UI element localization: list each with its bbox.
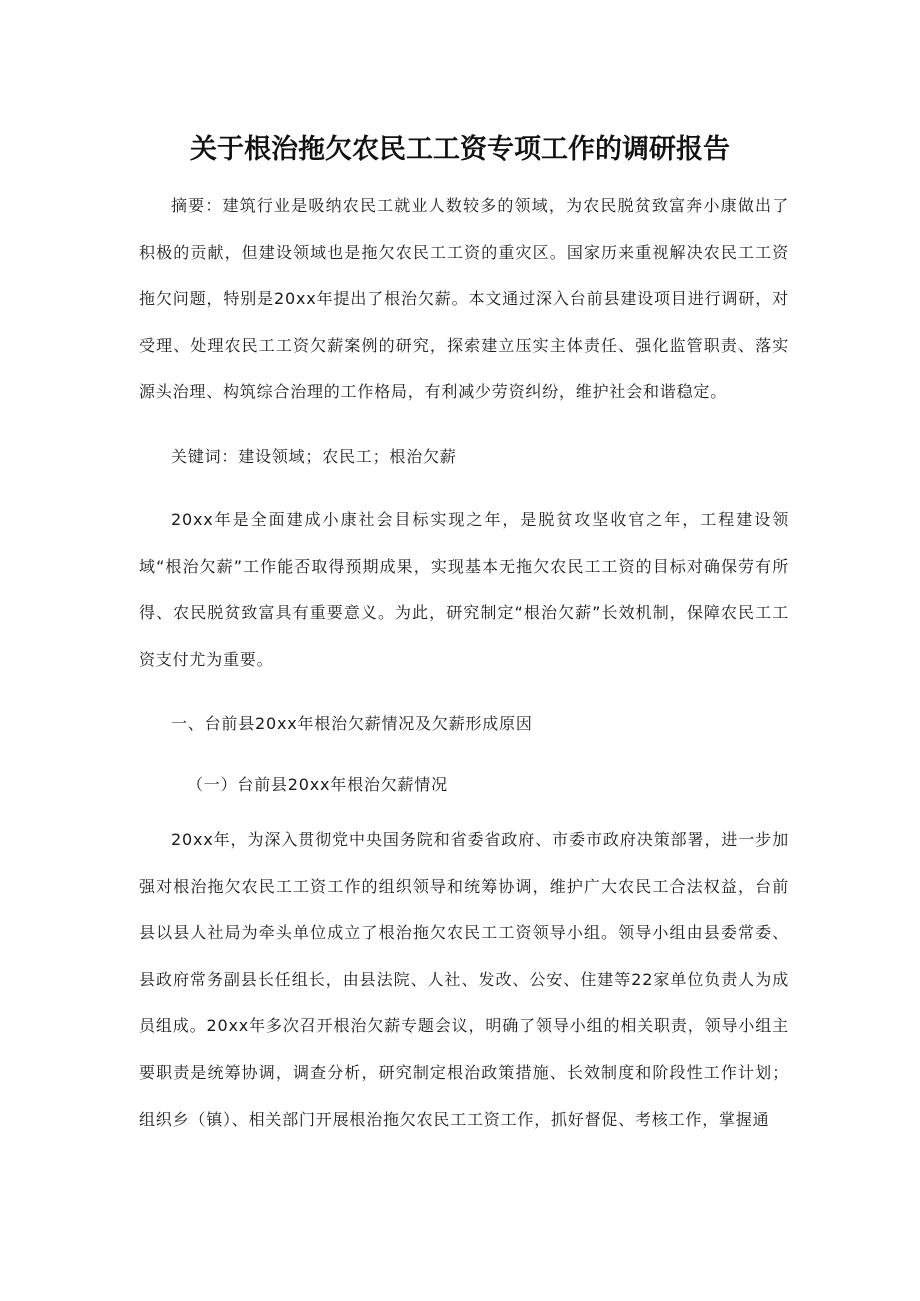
subsection-heading: （一）台前县20xx年根治欠薪情况 (187, 775, 448, 794)
keywords-paragraph: 关键词：建设领域；农民工；根治欠薪 (171, 447, 457, 466)
intro-paragraph: 20xx年是全面建成小康社会目标实现之年，是脱贫攻坚收官之年，工程建设领域“根治欠薪”工作能否取得预期成果，实现基本无拖欠农民工工资的目标对确保劳有所得、农民脱贫致富具有重要意义。为此，研究制定“根治欠薪”长效机制，保障农民工工资支付尤为重要。 (139, 510, 789, 669)
document-title: 关于根治拖欠农民工工资专项工作的调研报告 (190, 134, 730, 165)
abstract-paragraph: 摘要：建筑行业是吸纳农民工就业人数较多的领域，为农民脱贫致富奔小康做出了积极的贡献，但建设领域也是拖欠农民工工资的重灾区。国家历来重视解决农民工工资拖欠问题，特别是20xx年提出了根治欠薪。本文通过深入台前县建设项目进行调研，对受理、处理农民工工资欠薪案例的研究，探索建立压实主体责任、强化监管职责、落实源头治理、构筑综合治理的工作格局，有利减少劳资纠纷，维护社会和谐稳定。 (139, 196, 789, 402)
section-heading: 一、台前县20xx年根治欠薪情况及欠薪形成原因 (171, 714, 533, 733)
body-paragraph: 20xx年，为深入贯彻党中央国务院和省委省政府、市委市政府决策部署，进一步加强对根治拖欠农民工工资工作的组织领导和统筹协调，维护广大农民工合法权益，台前县以县人社局为牵头单位成立了根治拖欠农民工工资领导小组。领导小组由县委常委、县政府常务副县长任组长，由县法院、人社、发改、公安、住建等22家单位负责人为成员组成。20xx年多次召开根治欠薪专题会议，明确了领导小组的相关职责，领导小组主要职责是统筹协调，调查分析，研究制定根治政策措施、长效制度和阶段性工作计划；组织乡（镇）、相关部门开展根治拖欠农民工工资工作，抓好督促、考核工作，掌握通 (139, 830, 789, 1129)
